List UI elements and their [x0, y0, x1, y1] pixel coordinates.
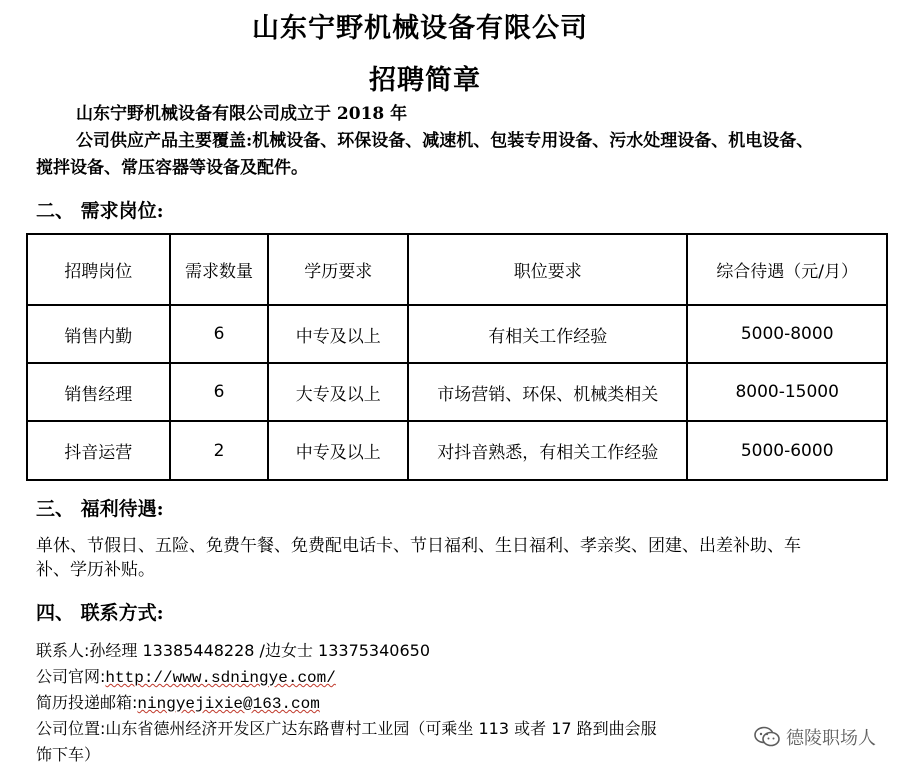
- section-positions-heading: 二、 需求岗位:: [36, 200, 164, 222]
- header-education: 学历要求: [268, 234, 408, 305]
- watermark-text: 德陵职场人: [786, 728, 876, 749]
- website-link[interactable]: http://www.sdningye.com/: [105, 669, 336, 687]
- cell-quantity: 6: [170, 363, 269, 421]
- section-contact-heading: 四、 联系方式:: [36, 602, 164, 624]
- cell-education: 中专及以上: [268, 421, 408, 480]
- cell-salary: 8000-15000: [687, 363, 887, 421]
- cell-quantity: 2: [170, 421, 269, 480]
- email-label: 简历投递邮箱:: [36, 693, 138, 712]
- benefits-text: 单休、节假日、五险、免费午餐、免费配电话卡、节日福利、生日福利、孝亲奖、团建、出差补助、车补、学历补贴。: [36, 536, 801, 580]
- address-value: 山东省德州经济开发区广达东路曹村工业园（可乘坐 113 或者 17 路到曲会服: [105, 719, 657, 738]
- cell-requirements: 对抖音熟悉，有相关工作经验: [408, 421, 687, 480]
- address-line: [36, 716, 657, 739]
- table-row: [27, 363, 887, 421]
- cell-requirements: 市场营销、环保、机械类相关: [408, 363, 687, 421]
- email-link[interactable]: ningyejixie@163.com: [137, 695, 320, 713]
- section-benefits-heading: 三、 福利待遇:: [36, 498, 164, 520]
- contact-person-value: 孙经理 13385448228 /边女士 13375340650: [89, 641, 431, 660]
- table-row: [27, 421, 887, 480]
- cell-salary: 5000-8000: [687, 305, 887, 363]
- website-line: [36, 664, 336, 687]
- intro-products: 公司供应产品主要覆盖:机械设备、环保设备、减速机、包装专用设备、污水处理设备、机电设备、搅拌设备、常压容器等设备及配件。: [36, 131, 814, 178]
- contact-person-line: [36, 638, 430, 661]
- address-continuation: 饰下车）: [36, 745, 101, 764]
- cell-position: 销售内勤: [27, 305, 170, 363]
- cell-salary: 5000-6000: [687, 421, 887, 480]
- company-title: 山东宁野机械设备有限公司: [252, 13, 588, 44]
- cell-quantity: 6: [170, 305, 269, 363]
- contact-person-label: 联系人:: [36, 641, 90, 660]
- document-title: 招聘简章: [369, 65, 481, 96]
- header-position: 招聘岗位: [27, 234, 170, 305]
- cell-education: 大专及以上: [268, 363, 408, 421]
- header-salary: 综合待遇（元/月）: [687, 234, 887, 305]
- positions-table: [26, 233, 888, 481]
- intro-founded: 山东宁野机械设备有限公司成立于 2018 年: [76, 104, 408, 124]
- cell-position: 抖音运营: [27, 421, 170, 480]
- table-row: [27, 305, 887, 363]
- cell-requirements: 有相关工作经验: [408, 305, 687, 363]
- wechat-icon: [754, 726, 780, 748]
- email-line: [36, 690, 320, 713]
- website-label: 公司官网:: [36, 667, 106, 686]
- cell-education: 中专及以上: [268, 305, 408, 363]
- header-requirements: 职位要求: [408, 234, 687, 305]
- table-header-row: [27, 234, 887, 305]
- address-label: 公司位置:: [36, 719, 106, 738]
- cell-position: 销售经理: [27, 363, 170, 421]
- watermark: [754, 724, 876, 750]
- header-quantity: 需求数量: [170, 234, 269, 305]
